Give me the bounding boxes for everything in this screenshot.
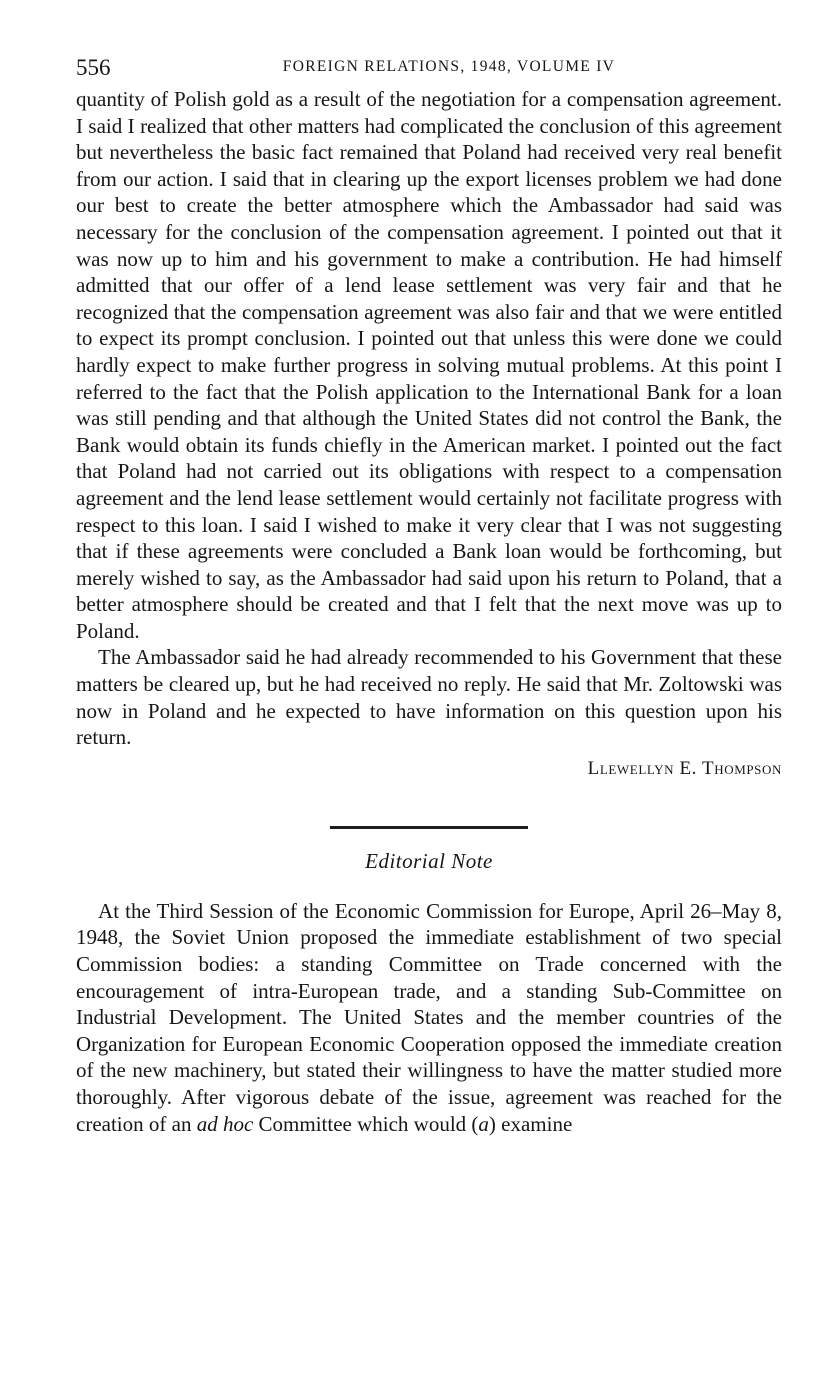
memorandum-text — [76, 86, 782, 751]
italic-term-ad-hoc: ad hoc — [196, 1111, 254, 1136]
editorial-note-heading: Editorial Note — [365, 848, 493, 873]
editorial-note-text-part: ) examine — [488, 1111, 573, 1136]
editorial-note-paragraph — [76, 898, 782, 1137]
page-number: 556 — [76, 55, 111, 80]
document-page — [76, 52, 782, 1158]
editorial-note-text-part: At the Third Session of the Economic Commission for Europe, April 26–May 8, 1948, the Soviet Union proposed the immediate establishment of two special Commission bodies: a standing Committee on Trade concerned with the encouragement of intra-European trade, and a standing Sub-Committee on Industrial Development. The United States and the member countries of the Organization for European Economic Cooperation opposed the immediate creation of the new machinery, but stated their willingness to have the matter studied more thoroughly. After vigorous debate of the issue, agreement was reached for the creation of an — [76, 898, 782, 1136]
running-head — [76, 52, 782, 86]
signature: Llewellyn E. Thompson — [587, 757, 782, 779]
editorial-note-text-part: Committee which would ( — [253, 1111, 479, 1136]
memo-paragraph-ambassador-reply: The Ambassador said he had already recommended to his Government that these matters be cleared up, but he had received no reply. He said that Mr. Zoltowski was now in Poland and he expected to have information on this question upon his return. — [76, 645, 782, 750]
running-head-title: FOREIGN RELATIONS, 1948, VOLUME IV — [282, 58, 616, 75]
memo-paragraph-continued: quantity of Polish gold as a result of the negotiation for a compensation agreement. I said I realized that other matters had complicated the conclusion of this agreement but nevertheless the basic fact remained that Poland had received very real benefit from our action. I said that in clearing up the export licenses problem we had done our best to create the better atmosphere which the Ambassador had said was necessary for the conclusion of the compensation agreement. I pointed out that it was now up to him and his government to make a contribution. He had himself admitted that our offer of a lend lease settlement was very fair and that he recognized that the compensation agreement was also fair and that we were entitled to expect its prompt conclusion. I pointed out that unless this were done we could hardly expect to make further progress in solving mutual problems. At this point I referred to the fact that the Polish application to the International Bank for a loan was still pending and that although the United States did not control the Bank, the Bank would obtain its funds chiefly in the American market. I pointed out the fact that Poland had not carried out its obligations with respect to a compensation agreement and the lend lease settlement would certainly not facilitate progress with respect to this loan. I said I wished to make it very clear that I was not suggesting that if these agreements were concluded a Bank loan would be forthcoming, but merely wished to say, as the Ambassador had said upon his return to Poland, that a better atmosphere should be created and that I felt that the next move was up to Poland. — [76, 87, 782, 643]
italic-enumerator-a: a — [478, 1111, 489, 1136]
section-divider — [330, 826, 528, 829]
